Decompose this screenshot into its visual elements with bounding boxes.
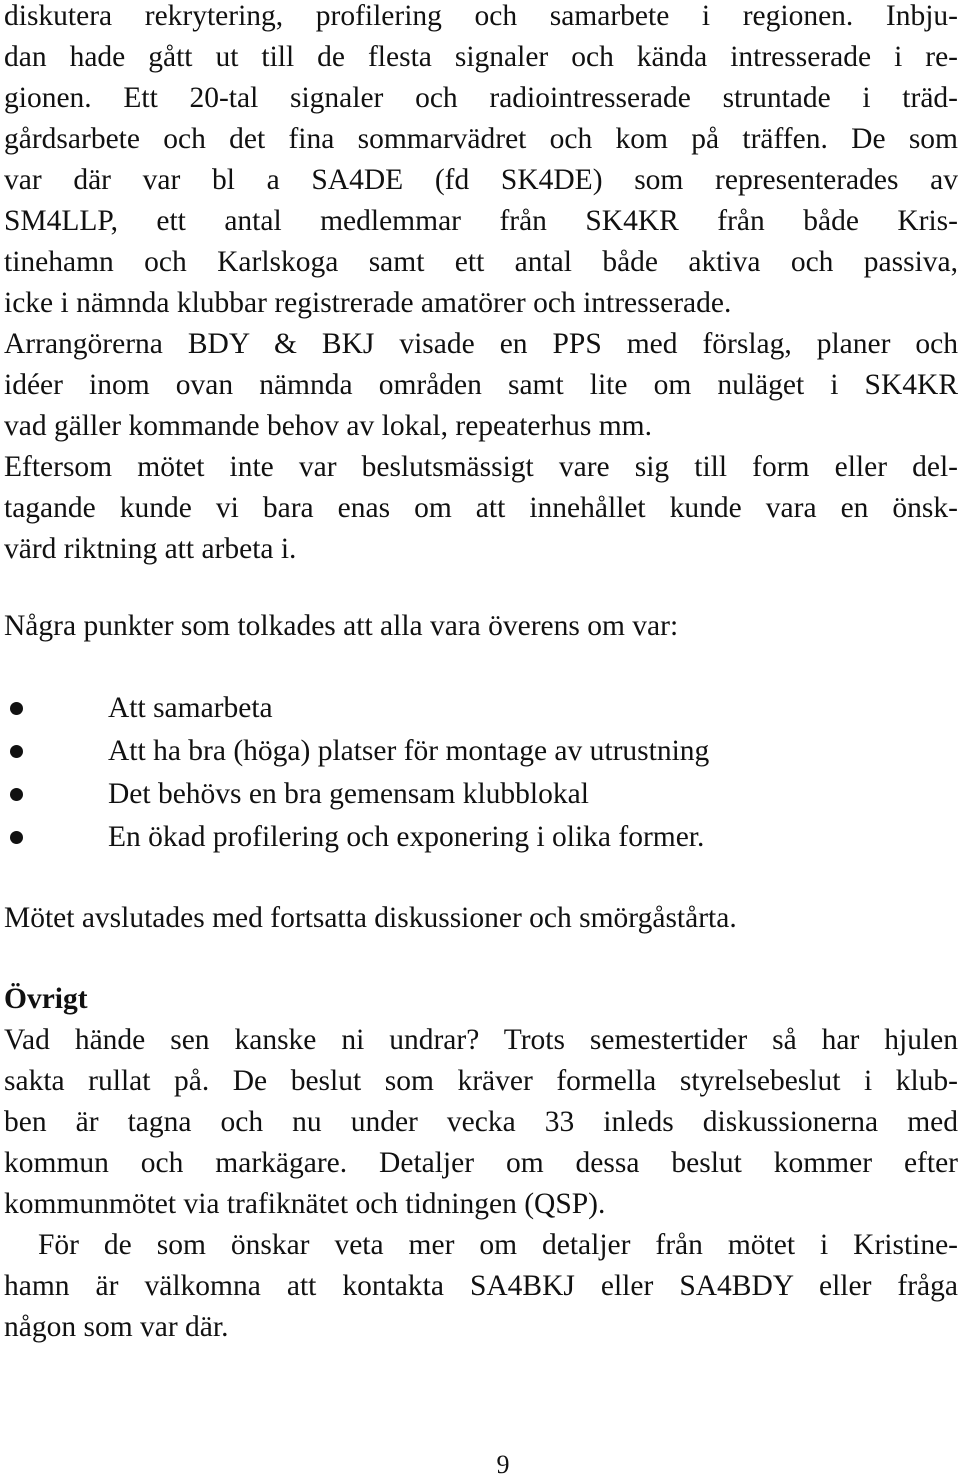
- list-item-text: Att samarbeta: [108, 692, 273, 724]
- bullet-icon: [10, 788, 23, 801]
- text-line: var där var bl a SA4DE (fd SK4DE) som representerades av: [4, 164, 958, 196]
- text-line: SM4LLP, ett antal medlemmar från SK4KR från både Kris-: [4, 205, 958, 237]
- list-item: [4, 817, 958, 858]
- text-line: gårdsarbete och det fina sommarvädret och kom på träffen. De som: [4, 123, 958, 155]
- text-line: kommun och markägare. Detaljer om dessa beslut kommer efter: [4, 1147, 958, 1179]
- text-line: hamn är välkomna att kontakta SA4BKJ eller SA4BDY eller fråga: [4, 1270, 958, 1302]
- bullet-icon: [10, 702, 23, 715]
- text-line: tinehamn och Karlskoga samt ett antal både aktiva och passiva,: [4, 246, 958, 278]
- text-line: värd riktning att arbeta i.: [4, 533, 297, 565]
- text-line: diskutera rekrytering, profilering och samarbete i regionen. Inbju-: [4, 0, 958, 32]
- page-number: 9: [496, 1450, 510, 1479]
- text-line: icke i nämnda klubbar registrerade amatörer och intresserade.: [4, 287, 732, 319]
- bullet-icon: [10, 745, 23, 758]
- list-item-text: En ökad profilering och exponering i olika former.: [108, 821, 705, 853]
- points-intro: Några punkter som tolkades att alla vara överens om var:: [4, 610, 679, 642]
- text-line: Arrangörerna BDY & BKJ visade en PPS med förslag, planer och: [4, 328, 958, 360]
- list-item: [4, 731, 958, 772]
- text-line: gionen. Ett 20-tal signaler och radiointresserade struntade i träd-: [4, 82, 958, 114]
- text-line: För de som önskar veta mer om detaljer från mötet i Kristine-: [38, 1229, 958, 1261]
- text-line: Eftersom mötet inte var beslutsmässigt vare sig till form eller del-: [4, 451, 958, 483]
- bullet-icon: [10, 831, 23, 844]
- text-line: dan hade gått ut till de flesta signaler och kända intresserade i re-: [4, 41, 958, 73]
- list-item-text: Att ha bra (höga) platser för montage av utrustning: [108, 735, 710, 767]
- text-line: idéer inom ovan nämnda områden samt lite om nuläget i SK4KR: [4, 369, 958, 401]
- text-line: vad gäller kommande behov av lokal, repeaterhus mm.: [4, 410, 652, 442]
- list-item: [4, 688, 958, 729]
- text-line: sakta rullat på. De beslut som kräver formella styrelsebeslut i klub-: [4, 1065, 958, 1097]
- closing-sentence: Mötet avslutades med fortsatta diskussioner och smörgåstårta.: [4, 902, 737, 934]
- list-item-text: Det behövs en bra gemensam klubblokal: [108, 778, 589, 810]
- section-heading: Övrigt: [4, 983, 88, 1015]
- text-line: någon som var där.: [4, 1311, 229, 1343]
- text-line: kommunmötet via trafiknätet och tidningen (QSP).: [4, 1188, 606, 1220]
- text-line: Vad hände sen kanske ni undrar? Trots semestertider så har hjulen: [4, 1024, 958, 1056]
- text-line: tagande kunde vi bara enas om att innehållet kunde vara en önsk-: [4, 492, 958, 524]
- text-line: ben är tagna och nu under vecka 33 inleds diskussionerna med: [4, 1106, 958, 1138]
- list-item: [4, 774, 958, 815]
